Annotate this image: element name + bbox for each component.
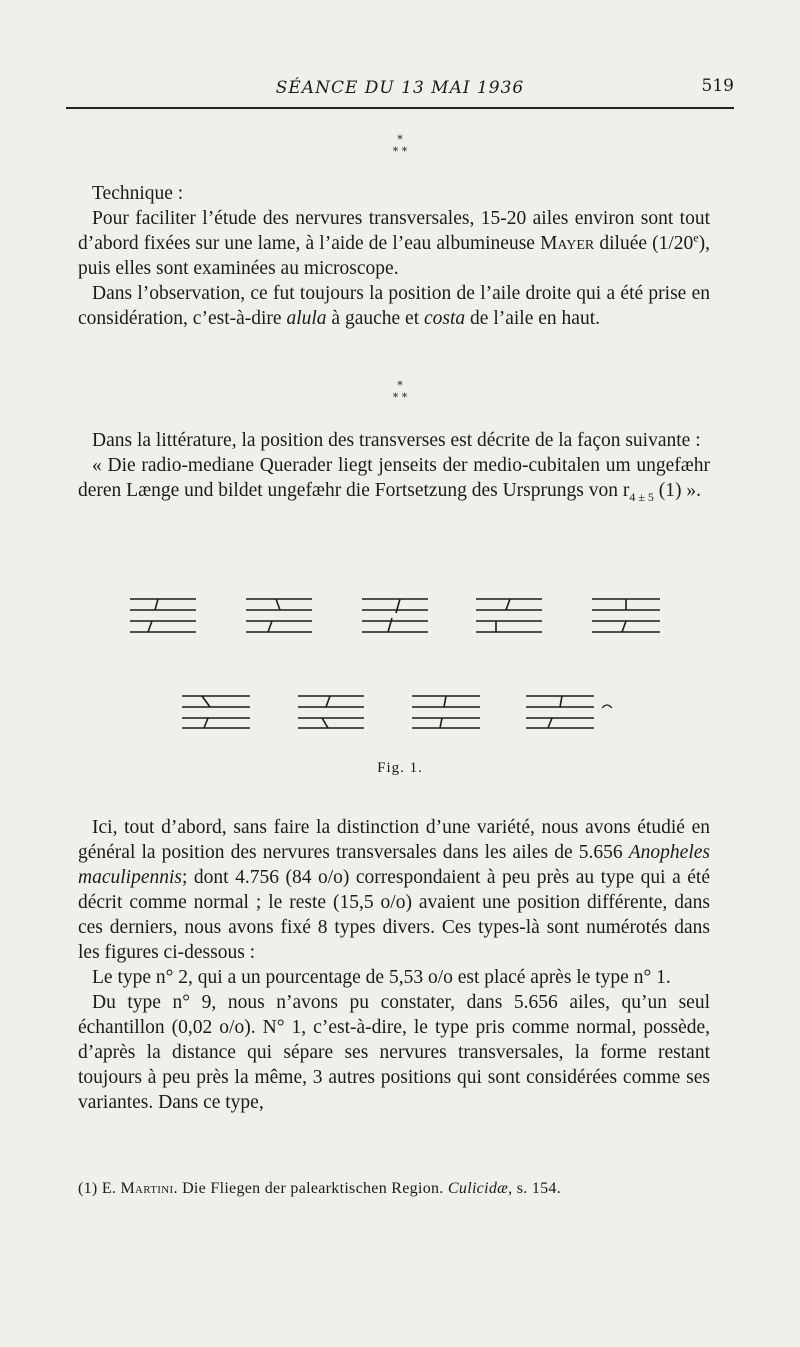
- vein-diagram-6: [182, 696, 250, 728]
- text-run: ; dont 4.756 (84 o/o) correspondaient à peu près au type qui a été décrit comme normal ; le reste (15,5 o/o) avaient une position différente, dans ces derniers, nous avons fixé 8 types divers. Ces types-là sont numérotés dans les figures ci-dessous :: [78, 867, 710, 963]
- asterism-top: *: [397, 133, 403, 146]
- footnote-number: (1) E.: [78, 1180, 121, 1197]
- text-run: de l’aile en haut.: [465, 308, 600, 329]
- text-run: « Die radio-mediane Querader liegt jenseits der medio-cubitalen um ungefæhr deren Længe und bildet ungefæhr die Fortsetzung des Ursprungs von r: [78, 455, 710, 501]
- footnote-author: Martini: [120, 1180, 174, 1197]
- text-run: Ici, tout d’abord, sans faire la distinction d’une variété, nous avons étudié en général la position des nervures transversales dans les ailes de 5.656: [78, 817, 710, 863]
- section-heading: Technique :: [92, 183, 184, 204]
- vein-diagram-2: [246, 599, 312, 632]
- vein-diagram-1: [130, 599, 196, 632]
- section-results: [78, 815, 710, 1115]
- running-title: SÉANCE DU 13 MAI 1936: [275, 78, 525, 98]
- term-costa: costa: [424, 308, 466, 329]
- text-run: . Die Fliegen der palearktischen Region.: [173, 1180, 448, 1197]
- text-run: , s. 154.: [508, 1180, 562, 1197]
- footnote: [78, 1180, 718, 1198]
- paragraph: Dans la littérature, la position des transverses est décrite de la façon suivante :: [92, 430, 701, 451]
- paragraph: [78, 815, 710, 965]
- text-run: diluée (1/20: [594, 233, 694, 254]
- figure-caption: Fig. 1.: [377, 760, 423, 776]
- vein-diagram-9: [526, 696, 612, 728]
- asterism-bottom: * *: [392, 391, 408, 404]
- vein-diagram-8: [412, 696, 480, 728]
- superscript: e: [693, 230, 699, 245]
- paragraph: Du type n° 9, nous n’avons pu constater, dans 5.656 ailes, qu’un seul échantillon (0,02 o/o). N° 1, c’est-à-dire, le type pris comme normal, possède, d’après la distance qui sépare ses nervures transversales, la forme restant toujours à peu près la même, 3 autres positions qui sont considérées comme ses variantes. Dans ce type,: [78, 992, 710, 1113]
- paragraph: Le type n° 2, qui a un pourcentage de 5,53 o/o est placé après le type n° 1.: [92, 967, 671, 988]
- text-run: à gauche et: [326, 308, 424, 329]
- vein-diagram-3: [362, 599, 428, 632]
- text-run: Pour faciliter l’étude des nervures transversales, 15-20 ailes environ sont tout d’abord fixées sur une lame, à l’aide de l’eau albumineuse: [78, 208, 710, 254]
- vein-diagram-7: [298, 696, 364, 728]
- footnote-work: Culicidæ: [447, 1180, 509, 1197]
- term-alula: alula: [286, 308, 327, 329]
- species-name: Anopheles maculipennis: [78, 842, 710, 888]
- author-name: Mayer: [540, 233, 595, 254]
- asterism-bottom: * *: [392, 145, 408, 158]
- text-run: Dans l’observation, ce fut toujours la position de l’aile droite qui a été prise en considération, c’est-à-dire: [78, 283, 710, 329]
- text-run: ), puis elles sont examinées au microscope.: [78, 233, 710, 279]
- subscript: 4 ± 5: [629, 489, 654, 504]
- asterism-top: *: [397, 379, 403, 392]
- vein-diagram-4: [476, 599, 542, 632]
- page-number: 519: [701, 76, 734, 96]
- vein-diagram-5: [592, 599, 660, 632]
- text-run: (1) ».: [653, 480, 702, 501]
